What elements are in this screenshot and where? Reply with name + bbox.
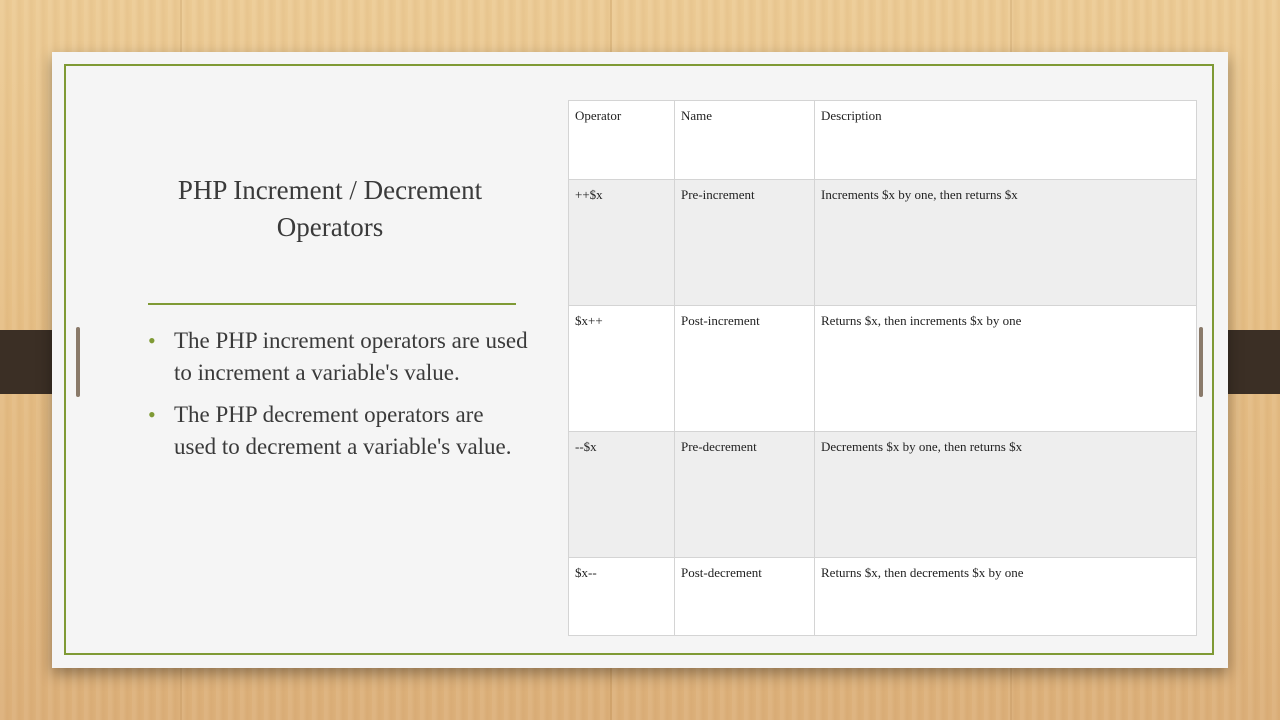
table-row <box>569 180 1197 306</box>
table-cell: Post-decrement <box>675 558 815 636</box>
bullet-icon: • <box>148 402 156 427</box>
header-cell-description: Description <box>815 101 1197 180</box>
header-cell-operator: Operator <box>569 101 675 180</box>
table-cell: Returns $x, then increments $x by one <box>815 306 1197 432</box>
header-cell-name: Name <box>675 101 815 180</box>
table-row <box>569 432 1197 558</box>
table-cell: Post-increment <box>675 306 815 432</box>
table-cell: ++$x <box>569 180 675 306</box>
table-header-row <box>569 101 1197 180</box>
bullet-item <box>148 325 528 389</box>
title-underline <box>148 303 516 305</box>
table-cell: $x-- <box>569 558 675 636</box>
bullet-list <box>148 325 528 473</box>
bullet-icon: • <box>148 328 156 353</box>
slide-title: PHP Increment / Decrement Operators <box>177 175 483 242</box>
table-cell: Increments $x by one, then returns $x <box>815 180 1197 306</box>
table-row <box>569 306 1197 432</box>
table-cell: Pre-decrement <box>675 432 815 558</box>
table-cell: Decrements $x by one, then returns $x <box>815 432 1197 558</box>
bullet-text: The PHP increment operators are used to increment a variable's value. <box>174 328 528 385</box>
bullet-text: The PHP decrement operators are used to decrement a variable's value. <box>174 402 512 459</box>
table-row <box>569 558 1197 636</box>
operators-table <box>568 100 1197 636</box>
bullet-item <box>148 399 528 463</box>
table-cell: Pre-increment <box>675 180 815 306</box>
table-cell: Returns $x, then decrements $x by one <box>815 558 1197 636</box>
table-cell: --$x <box>569 432 675 558</box>
table-cell: $x++ <box>569 306 675 432</box>
